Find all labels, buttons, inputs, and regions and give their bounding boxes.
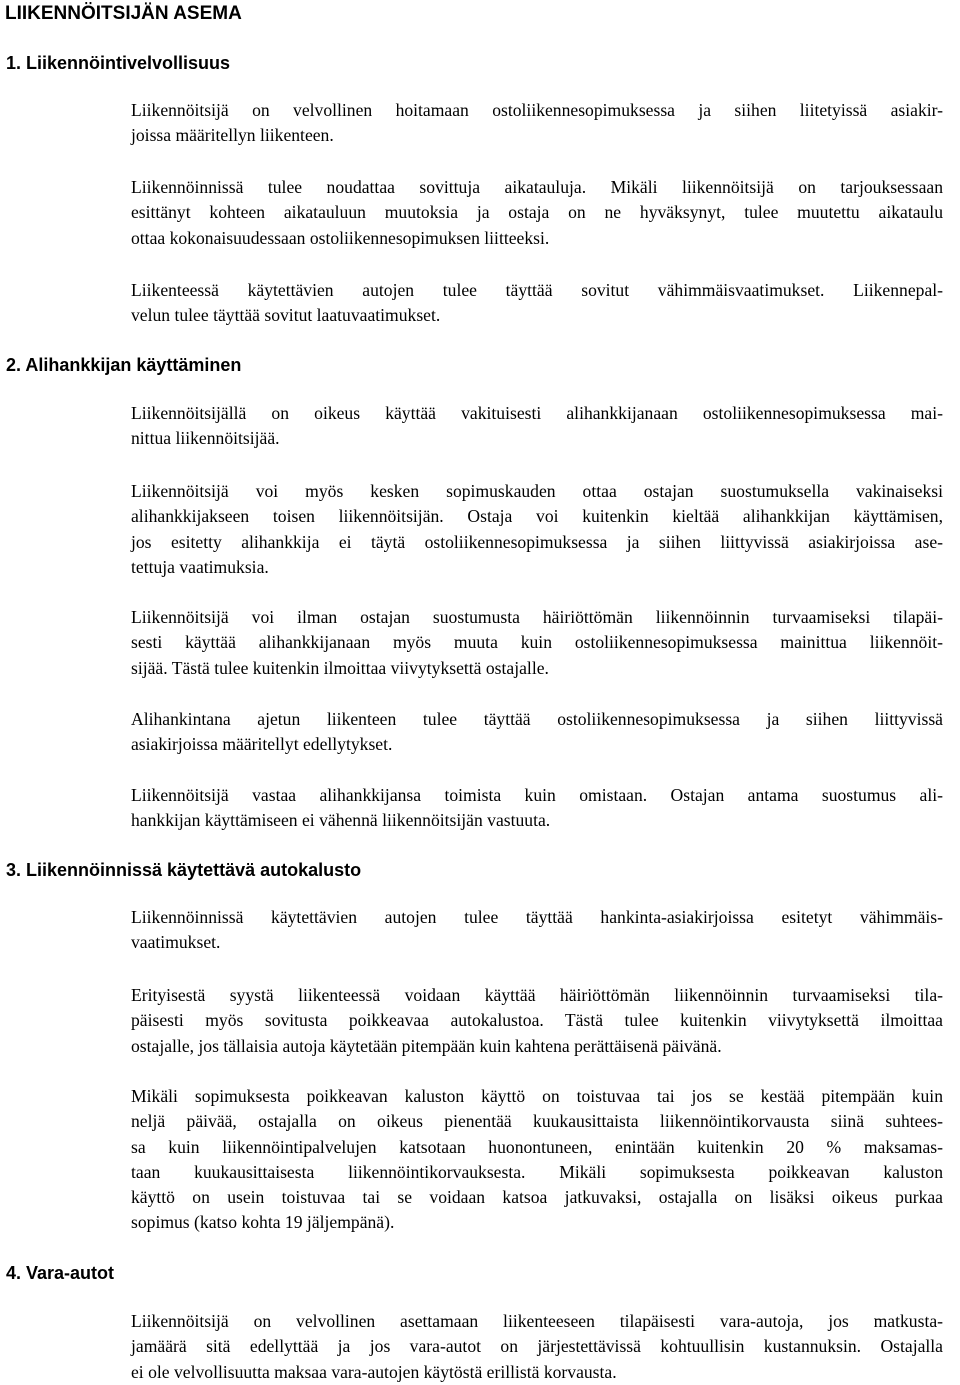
- text-line: joissa määritellyn liikenteen.: [131, 125, 334, 146]
- text-line: sesti käyttää alihankkijanaan myös muuta kuin ostoliikennesopimuksessa mainittua liikennöit-: [131, 632, 943, 653]
- section-1-paragraph-2: [131, 175, 943, 251]
- text-line: Liikennöinnissä tulee noudattaa sovittuja aikatauluja. Mikäli liikennöitsijä on tarjouksessaan: [131, 177, 943, 197]
- section-2-paragraph-1: [131, 401, 943, 452]
- section-3-paragraph-2: [131, 983, 943, 1059]
- text-line: esittänyt kohteen aikatauluun muutoksia ja ostaja on ne hyväksynyt, tulee muutettu aikataulu: [131, 202, 943, 223]
- section-heading-3: 3. Liikennöinnissä käytettävä autokalusto: [6, 860, 362, 880]
- section-2-paragraph-5: [131, 783, 943, 834]
- text-line: sa kuin liikennöintipalvelujen katsotaan huonontuneen, enintään kuitenkin 20 % maksamas-: [131, 1136, 943, 1157]
- text-line: nittua liikennöitsijää.: [131, 428, 280, 449]
- text-line: Liikennöitsijä on velvollinen asettamaan liikenteeseen tilapäisesti vara-autoja, jos matkusta-: [131, 1311, 943, 1331]
- text-line: asiakirjoissa määritellyt edellytykset.: [131, 734, 393, 755]
- text-line: taan kuukausittaisesta liikennöintikorvauksesta. Mikäli sopimuksesta poikkeavan kaluston: [131, 1161, 943, 1182]
- text-line: Erityisestä syystä liikenteessä voidaan käyttää häiriöttömän liikennöinnin turvaamiseksi tila-: [131, 985, 943, 1005]
- text-line: Liikennöitsijä voi myös kesken sopimuskauden ottaa ostajan suostumuksella vakinaiseksi: [131, 481, 943, 501]
- text-line: sijää. Tästä tulee kuitenkin ilmoittaa viivytyksettä ostajalle.: [131, 657, 549, 678]
- text-line: Liikennöitsijä on velvollinen hoitamaan ostoliikennesopimuksessa ja siihen liitetyissä asiakir-: [131, 100, 943, 120]
- text-line: hankkijan käyttämiseen ei vähennä liikennöitsijän vastuuta.: [131, 810, 551, 831]
- text-line: päisesti myös sovitusta poikkeavaa autokalustoa. Tästä tulee kuitenkin viivytyksettä ilmoittaa: [131, 1010, 943, 1031]
- section-2-paragraph-2: [131, 479, 943, 580]
- text-line: Mikäli sopimuksesta poikkeavan kaluston käyttö on toistuvaa tai jos se kestää pitempään kuin: [131, 1086, 943, 1106]
- text-line: käyttö on usein toistuvaa tai se voidaan katsoa jatkuvaksi, ostajalla on lisäksi oikeus purkaa: [131, 1187, 943, 1208]
- section-1-paragraph-1: [131, 98, 943, 149]
- text-line: Liikenteessä käytettävien autojen tulee täyttää sovitut vähimmäisvaatimukset. Liikennepal-: [131, 280, 943, 300]
- section-heading-2: 2. Alihankkijan käyttäminen: [6, 355, 242, 375]
- text-line: sopimus (katso kohta 19 jäljempänä).: [131, 1212, 395, 1233]
- text-line: ottaa kokonaisuudessaan ostoliikennesopimuksen liitteeksi.: [131, 227, 550, 248]
- text-line: tettuja vaatimuksia.: [131, 556, 269, 577]
- text-line: jamäärä sitä edellyttää ja jos vara-autot on järjestettävissä kohtuullisin kustannuksin. Ostajalla: [131, 1336, 943, 1357]
- text-line: neljä päivää, ostajalla on oikeus pienentää kuukausittaista liikennöintikorvausta siinä suhtees-: [131, 1111, 943, 1132]
- text-line: velun tulee täyttää sovitut laatuvaatimukset.: [131, 305, 441, 326]
- text-line: jos esitetty alihankkija ei täytä ostoliikennesopimuksessa ja siihen liittyvissä asiakirjoissa ase-: [131, 531, 943, 552]
- section-4-paragraph-1: [131, 1309, 943, 1385]
- text-line: ostajalle, jos tällaisia autoja käytetään pitempään kuin kahtena perättäisenä päivänä.: [131, 1035, 722, 1056]
- section-heading-1: 1. Liikennöintivelvollisuus: [6, 53, 231, 73]
- section-2-paragraph-4: [131, 707, 943, 758]
- text-line: Liikennöitsijä vastaa alihankkijansa toimista kuin omistaan. Ostajan antama suostumus ali-: [131, 785, 943, 805]
- text-line: Liikennöitsijällä on oikeus käyttää vakituisesti alihankkijanaan ostoliikennesopimuksessa mai-: [131, 403, 943, 423]
- text-line: vaatimukset.: [131, 932, 221, 953]
- text-line: ei ole velvollisuutta maksaa vara-autojen käytöstä erillistä korvausta.: [131, 1361, 617, 1382]
- page-title: LIIKENNÖITSIJÄN ASEMA: [5, 3, 242, 24]
- section-3-paragraph-3: [131, 1084, 943, 1236]
- text-line: Liikennöinnissä käytettävien autojen tulee täyttää hankinta-asiakirjoissa esitetyt vähimmäis-: [131, 907, 943, 927]
- text-line: alihankkijakseen toisen liikennöitsijän. Ostaja voi kuitenkin kieltää alihankkijan käyttämisen,: [131, 506, 943, 527]
- section-2-paragraph-3: [131, 605, 943, 681]
- section-1-paragraph-3: [131, 278, 943, 329]
- section-heading-4: 4. Vara-autot: [6, 1263, 115, 1283]
- text-line: Liikennöitsijä voi ilman ostajan suostumusta häiriöttömän liikennöinnin turvaamiseksi tilapäi-: [131, 607, 943, 627]
- text-line: Alihankintana ajetun liikenteen tulee täyttää ostoliikennesopimuksessa ja siihen liittyvissä: [131, 709, 943, 729]
- section-3-paragraph-1: [131, 905, 943, 956]
